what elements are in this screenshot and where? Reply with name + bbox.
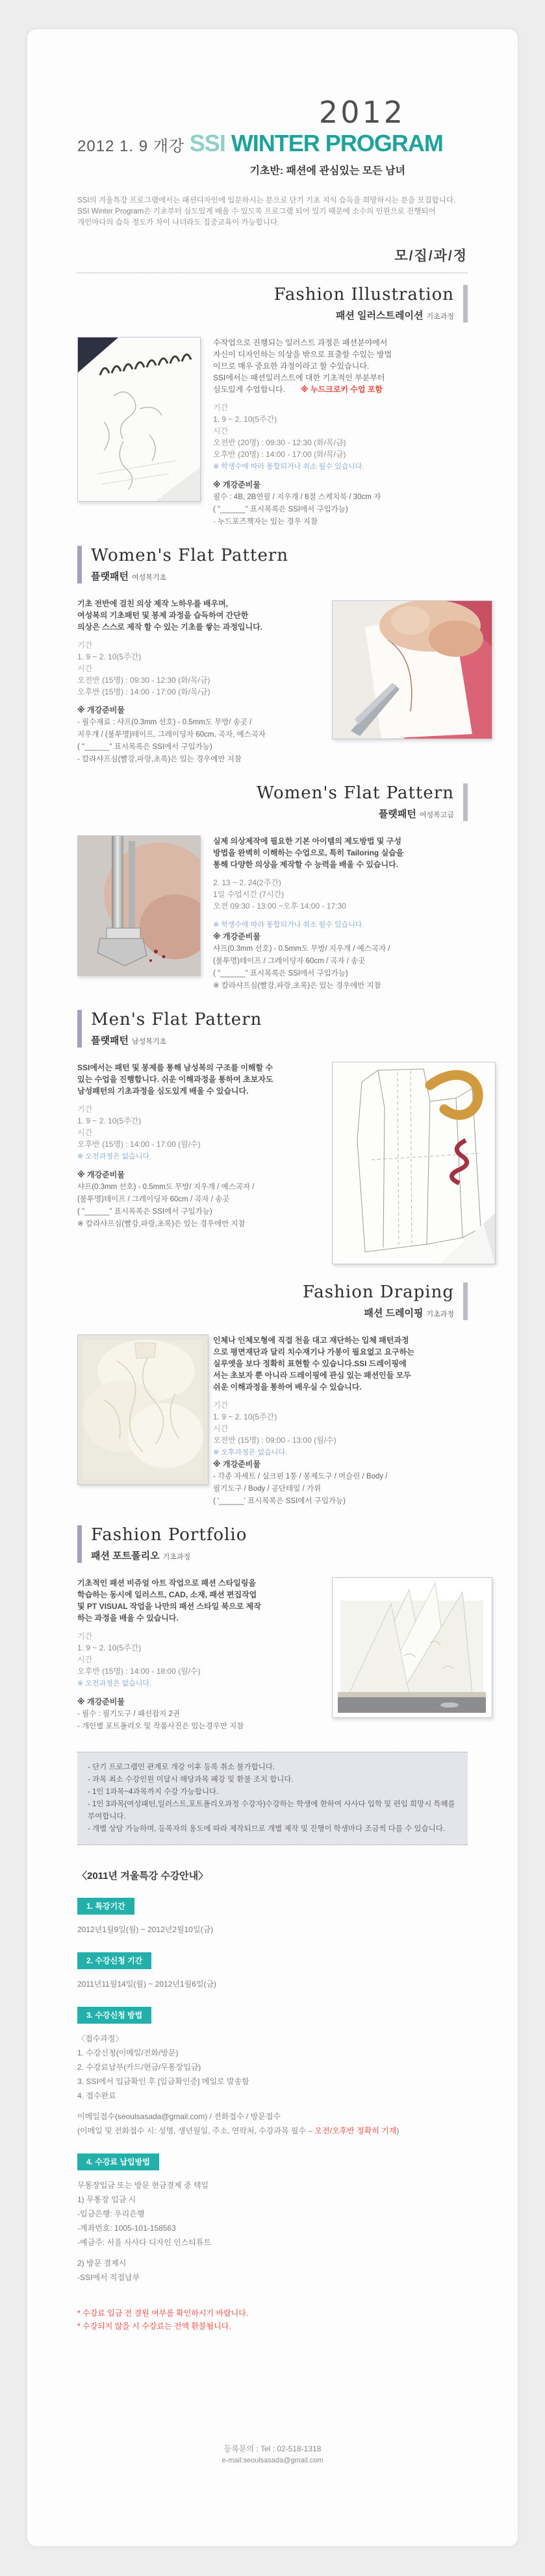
course-section-1 [77, 285, 468, 528]
course-detail-line: (불투명)테이프 / 그레이딩자 60cm / 곡자 / 송곳 [213, 957, 366, 965]
course-detail-line [213, 395, 468, 402]
course-detail-line: SSI에서는 패션일러스트에 대한 기초적인 부분부터 [213, 373, 385, 382]
course-detail-line: ※ 학생수에 따라 통합되거나 취소 될수 있습니다. [213, 921, 364, 929]
course-detail-line: 1일 수업시간 (7시간) [213, 890, 285, 899]
guide-line: 4. 접수완료 [77, 2091, 116, 2100]
course-detail-line: ※ 개강준비물 [213, 1460, 260, 1469]
year-heading: 2012 [318, 95, 405, 130]
course-detail-line [213, 912, 468, 918]
guide-line: 2011년11월14일(월) ~ 2012년1월6일(금) [77, 1980, 217, 1989]
course-detail-line: 2. 13 ~ 2. 24(2주간) [213, 878, 281, 887]
course-detail-line: ※ 칼라샤프심(빨강,파랑,초록)은 있는 경우에만 지참 [213, 982, 381, 990]
accent-bar [77, 1525, 82, 1563]
course-detail-line: 방법을 완벽히 이해하는 수업으로, 특히 Tailoring 실습을 [213, 848, 404, 857]
guide-label-payment: 4. 수강료 납입방법 [77, 2153, 159, 2170]
course-detail-line: 및 PT VISUAL 작업을 나만의 패션 스타일 북으로 제작 [77, 1602, 261, 1611]
notice-line: - 개별 상담 가능하며, 등록자의 용도에 따라 제작되므로 개별 제작 및 진행이 학생마다 조금씩 다를 수 있습니다. [88, 1825, 446, 1833]
course-sections [77, 285, 468, 1732]
course-title-en: Men's Flat Pattern [91, 1010, 262, 1029]
accent-bar [77, 1010, 82, 1048]
course-detail-line: 오후반 (15명) : 14:00 - 17:00 (월/수) [77, 1140, 201, 1149]
intro-line: SSI Winter Program은 기초부터 심도있게 배울 수 있도록 프로그램 되어 있기 때문에 소수의 인원으로 진행되어 [77, 208, 436, 215]
course-detail-line: 자신이 디자인하는 의상을 밖으로 표출할 수있는 방법 [213, 350, 392, 359]
course-detail-line: 오후반 (15명) : 14:00 - 18:00 (월/수) [77, 1667, 201, 1676]
course-section-5 [77, 1282, 468, 1507]
course-detail-line: ( "______" 표시목록은 SSI에서 구입가능) [77, 1208, 212, 1216]
course-detail-line: 오전반 (20명) : 09:30 - 12:30 (화/목/금) [213, 438, 346, 447]
course-detail-line: 있는 수업을 진행합니다. 쉬운 이해과정을 통하여 초보자도 [77, 1075, 273, 1084]
brand-name: SSI [189, 130, 225, 156]
course-detail-line: 서는 초보자 뿐 아니라 드레이핑에 관심 있는 패션인들 모두 [213, 1371, 411, 1380]
accent-bar [77, 546, 82, 583]
course-details [213, 337, 468, 528]
course-detail-line: 학습하는 동시에 일러스트, CAD, 소재, 패션 편집작업 [77, 1590, 257, 1599]
recruit-heading: 모/집/과/정 [77, 245, 468, 273]
course-titles [303, 1282, 454, 1319]
course-detail-line: ※ 개강준비물 [77, 1697, 125, 1706]
course-detail-line [213, 472, 468, 479]
pattern-draft-photo [332, 1062, 496, 1264]
course-titles [91, 546, 288, 583]
guide-heading: 〈2011년 겨울특강 수강안내〉 [77, 1871, 209, 1882]
course-detail-line: ※ 오전과정은 없습니다. [77, 1153, 152, 1160]
course-detail-line: 실제 의상제작에 필요한 기본 아이템의 제도방법 및 구성 [213, 837, 401, 846]
course-detail-line: 오전반 (15명) : 09:30 - 12:30 (화/목/금) [77, 676, 210, 685]
course-detail-line: 심도있게 수업합니다. ※ 누드크로키 수업 포함 [213, 385, 383, 394]
notice-line: - 1인 3과목(여성패턴,일러스트,포트폴리오과정 수강자)수강하는 학생에 한하여 사사다 입학 및 편입 희망시 특혜를 부여합니다. [88, 1800, 455, 1821]
course-detail-line: 기초 전반에 걸친 의상 제작 노하우를 배우며, [77, 599, 228, 608]
course-detail-line: 실루엣을 보다 정확히 표현할 수 있습니다.SSI 드레이핑에 [213, 1359, 407, 1368]
course-detail-line: ( "______" 표시목록은 SSI에서 구입가능) [213, 970, 348, 977]
course-detail-line: - 필수 : 필기도구 / 패션잡지 2권 [77, 1710, 180, 1718]
course-detail-line: ( '______' 표시목록은 SSI에서 구입가능) [213, 1497, 346, 1505]
course-header [77, 285, 468, 323]
course-title-en: Women's Flat Pattern [256, 783, 454, 803]
red-notice-lines [77, 2307, 468, 2333]
course-detail-line: 기간 [77, 1105, 93, 1114]
course-body [77, 337, 468, 528]
guide-lines [77, 1922, 468, 1937]
guide-lines [77, 2178, 468, 2285]
guide-line: 1. 수강신청(이메일/전화/방문) [77, 2048, 179, 2057]
course-detail-line [77, 1624, 332, 1630]
course-body [77, 1334, 468, 1507]
content-card [27, 29, 518, 2546]
course-section-4 [77, 1010, 468, 1264]
course-detail-line: 1. 9 ~ 2. 10(5주간) [77, 1116, 142, 1125]
course-detail-line: 오후반 (20명) : 14:00 - 17:00 (화/목/금) [213, 450, 346, 459]
course-detail-line: 1. 9 ~ 2. 10(5주간) [77, 652, 142, 661]
course-section-3 [77, 783, 468, 992]
course-detail-line: ※ 개강준비물 [213, 480, 260, 489]
course-detail-line: ※ 개강준비물 [77, 1170, 125, 1179]
course-detail-line: 수작업으로 진행되는 일러스트 과정은 패션분야에서 [213, 338, 388, 347]
course-section-2 [77, 546, 468, 765]
course-titles [91, 1525, 247, 1562]
contact-footer [77, 2443, 468, 2464]
course-detail-line: ※ 개강준비물 [77, 705, 125, 715]
course-detail-line: 필수 : 4B, 2B연필 / 지우개 / 8절 스케치북 / 30cm 자 [213, 493, 381, 501]
course-details [77, 1577, 332, 1732]
registration-guide [77, 1882, 468, 2285]
course-detail-line: 인체나 인체모형에 직접 천을 대고 재단하는 입체 패턴과정 [213, 1336, 409, 1345]
course-header [77, 1525, 468, 1563]
course-detail-line: ※ 칼라샤프심(빨강,파랑,초록)은 있는 경우에만 지참 [77, 1220, 246, 1228]
course-detail-line: 시간 [213, 426, 229, 435]
course-detail-line: 으로 평면재단과 달리 치수재기나 가봉이 필요없고 요구하는 [213, 1347, 414, 1356]
course-detail-line: 남성패턴의 기초과정을 심도있게 배울 수 있습니다. [77, 1086, 249, 1096]
guide-line: -SSI에서 직접납부 [77, 2273, 140, 2282]
course-body [77, 1062, 468, 1264]
contact-phone: 등록문의 : Tel : 02-518-1318 [223, 2444, 322, 2453]
course-header [77, 1010, 468, 1048]
course-detail-line: - 칼라샤프심(빨강,파랑,초록)은 있는 경우에만 지참 [77, 755, 242, 763]
course-detail-line: ※ 학생수에 따라 통합되거나 취소 될수 있습니다. [213, 463, 364, 471]
program-name: WINTER PROGRAM [225, 130, 443, 156]
course-detail-line [77, 1097, 332, 1103]
guide-item [77, 2138, 468, 2285]
notice-line: - 과목 최소 수강인원 미달시 해당과목 폐강 및 환불 조치 합니다. [88, 1776, 294, 1784]
notice-line: - 단기 프로그램인 관계로 개강 이후 등록 취소 불가합니다. [88, 1763, 275, 1771]
intro-line: SSI의 겨울특강 프로그램에서는 패션디자인에 입문하시는 분으로 단기 기초 지식 습득을 희망하시는 분을 모집합니다. [77, 197, 456, 204]
course-detail-line: · 누드포즈책자는 있는 경우 지참 [213, 518, 318, 526]
course-detail-line: 통해 다양한 의상을 제작할 수 능력을 배울 수 있습니다. [213, 860, 399, 869]
course-body [77, 598, 468, 765]
portfolio-book-photo [332, 1577, 492, 1718]
course-detail-line: 필기도구 / Body / 공단테잎 / 가위 [213, 1485, 322, 1493]
course-body [77, 1577, 468, 1732]
course-title-en: Fashion Portfolio [91, 1525, 247, 1545]
course-detail-line: (불투명)테이프 / 그레이딩자 60cm / 곡자 / 송곳 [77, 1196, 230, 1203]
intro-line: 개인마다의 습득 정도가 차이 나더라도 집중교육이 가능합니다. [77, 219, 280, 227]
course-detail-line [213, 870, 468, 877]
accent-bar [463, 1282, 468, 1320]
course-title-en: Women's Flat Pattern [91, 546, 289, 565]
course-details [213, 1334, 468, 1507]
course-detail-line: ( "______" 표시목록은 SSI에서 구입가능) [77, 743, 212, 751]
guide-line: -계좌번호: 1005-101-158563 [77, 2224, 176, 2233]
red-note-line: * 수강료 입금 전 결원 여부를 확인하시기 바랍니다. [77, 2309, 249, 2318]
guide-label-period: 1. 특강기간 [77, 1898, 134, 1915]
course-header [77, 783, 468, 821]
header-title-block [77, 95, 443, 177]
guide-line: 2. 수강료납부(카드/현금/무통장입금) [77, 2063, 201, 2072]
course-body [77, 835, 468, 992]
course-detail-line [77, 633, 332, 639]
guide-line [77, 2103, 468, 2109]
course-detail-line: ※ 오전과정은 없습니다. [77, 1680, 152, 1687]
guide-item [77, 1937, 468, 1991]
guide-lines [77, 1977, 468, 1991]
course-details [77, 598, 332, 765]
course-title-ko: 플랫패턴 남성복기초 [91, 1035, 167, 1046]
course-detail-line [77, 1162, 332, 1169]
course-detail-line: 오전반 (15명) : 09:00 - 13:00 (월/수) [213, 1436, 336, 1445]
course-detail-line: 시간 [77, 1128, 93, 1137]
course-header [77, 546, 468, 583]
course-detail-line: 하는 과정을 배울 수 있습니다. [77, 1613, 179, 1623]
draping-muslin-photo [77, 1334, 209, 1485]
course-title-en: Fashion Draping [303, 1282, 454, 1302]
course-title-ko: 플랫패턴 여성복기초 [91, 571, 167, 582]
guide-line: 2012년1월9일(월) ~ 2012년2월10일(금) [77, 1925, 214, 1934]
course-titles [257, 783, 454, 820]
sketchbook-photo [77, 337, 201, 502]
course-detail-line: ※ 오후과정은 없습니다. [213, 1449, 288, 1456]
guide-line: 〈접수과정〉 [77, 2034, 123, 2043]
course-detail-line: - 필수재료 : 샤프(0.3mm 선호) - 0.5mm도 무방/ 송곳 / [77, 718, 252, 726]
course-title-ko: 패션 일러스트레이션 기초과정 [335, 310, 454, 321]
course-titles [91, 1010, 262, 1047]
program-header [77, 97, 468, 273]
guide-line [77, 2250, 468, 2256]
course-detail-line: ( "______" 표시목록은 SSI에서 구입가능) [213, 506, 348, 513]
course-detail-line: 기간 [77, 1632, 93, 1641]
course-titles [274, 285, 454, 322]
guide-line: -예금주: 서울 사사다 디자인 인스티튜트 [77, 2238, 212, 2247]
guide-line: 1) 무통장 입금 시 [77, 2195, 136, 2204]
course-detail-line: 오전 09:30 - 13:00 ~오후 14:00 - 17:30 [213, 902, 346, 911]
course-detail-line: 기간 [213, 1401, 229, 1410]
course-detail-line: 오후반 (15명) : 14:00 - 17:00 (화/목/금) [77, 687, 210, 696]
guide-lines [77, 2031, 468, 2138]
guide-line: -입금은행: 우리은행 [77, 2209, 145, 2218]
course-details [213, 835, 468, 992]
guide-line: 이메일접수(seoulsasada@gmail.com) / 전화접수 / 방문접수 [77, 2112, 281, 2121]
course-detail-line: 지우개 / (불투명)테이프, 그레이딩자 60cm, 곡자, 예스곡자 [77, 731, 266, 739]
course-detail-line: 이므로 매우 중요한 과정이라고 할 수있습니다. [213, 362, 370, 371]
guide-label-apply-period: 2. 수강신청 기간 [77, 1952, 151, 1969]
target-audience: 기초반: 패션에 관심있는 모든 남녀 [249, 166, 405, 177]
course-detail-line: 의상은 스스로 제작 할 수 있는 기초를 쌓는 과정입니다. [77, 622, 263, 632]
course-detail-line: - 각종 자세트 / 실크핀 1통 / 봉제도구 / 머슬린 / Body / [213, 1473, 388, 1480]
course-detail-line: 기초적인 패션 비쥬얼 아트 작업으로 패션 스타일링을 [77, 1578, 257, 1588]
course-title-ko: 플랫패턴 여성복고급 [378, 809, 454, 820]
course-detail-line: 쉬운 이해과정을 통하여 배우실 수 있습니다. [213, 1382, 362, 1392]
course-detail-line: 기간 [77, 641, 93, 650]
course-title-ko: 패션 드레이핑 기초과정 [364, 1308, 454, 1319]
intro-paragraph [77, 195, 468, 228]
red-note-line: * 수강되지 않을 시 수강료는 전액 환불됩니다. [77, 2322, 231, 2331]
guide-item [77, 1991, 468, 2138]
course-detail-line: 샤프(0.3mm 선호) - 0.5mm도 무방/ 지우개 / 예스곡자 / [213, 945, 390, 953]
program-title [77, 130, 443, 157]
accent-bar [463, 783, 468, 821]
course-detail-line: 1. 9 ~ 2. 10(5주간) [77, 1643, 142, 1652]
course-detail-line [77, 1689, 332, 1696]
notice-line: - 1인 1과목~4과목까지 수강 가능합니다. [88, 1788, 219, 1796]
open-date: 2012 1. 9 개강 [77, 138, 190, 155]
course-detail-line: 1. 9 ~ 2. 10(5주간) [213, 1412, 277, 1421]
notice-box [77, 1752, 468, 1845]
course-title-ko: 패션 포트폴리오 기초과정 [91, 1551, 191, 1562]
course-title-en: Fashion Illustration [273, 285, 454, 304]
course-detail-line: 시간 [77, 664, 93, 673]
course-detail-line: SSI에서는 패턴 및 봉제를 통해 남성복의 구조를 이해할 수 [77, 1063, 273, 1072]
guide-line: 3. SSI에서 입금확인 후 [입금확인증] 메일로 발송함 [77, 2077, 249, 2086]
fabric-cutting-photo [332, 600, 492, 739]
course-detail-line: 시간 [213, 1424, 229, 1433]
course-detail-line: 여성복의 기초패턴 및 봉제 과정을 습득하여 간단한 [77, 611, 249, 620]
course-detail-line: 기간 [213, 403, 229, 412]
course-section-6 [77, 1525, 468, 1732]
course-detail-line: 시간 [77, 1655, 93, 1664]
accent-bar [463, 285, 468, 323]
course-detail-line: 1. 9 ~ 2. 10(5주간) [213, 415, 277, 424]
course-detail-line [77, 698, 332, 704]
guide-item [77, 1882, 468, 1937]
guide-label-apply-method: 3. 수강신청 방법 [77, 2007, 151, 2024]
course-details [77, 1062, 332, 1264]
guide-line: 2) 방문 결제시 [77, 2259, 127, 2268]
course-detail-line: - 개인별 포트폴리오 및 작품사진은 있는경우만 지참 [77, 1723, 244, 1730]
course-detail-line [213, 1393, 468, 1399]
sewing-machine-photo [77, 835, 201, 976]
guide-line: (이메일 및 전화접수 시: 성명, 생년월일, 주소, 연락처, 수강과목 필수 – 오전/오후반 정확히 기재) [77, 2126, 399, 2135]
contact-email: e-mail:seoulsasada@gmail.com [222, 2457, 323, 2464]
guide-line: 무통장입금 또는 방문 현금결제 중 택일 [77, 2181, 209, 2190]
course-header [77, 1282, 468, 1320]
course-detail-line: 샤프(0.3mm 선호) - 0.5mm도 무방/ 지우개 / 예스곡자 / [77, 1183, 255, 1191]
course-detail-line: ※ 개강준비물 [213, 932, 260, 941]
